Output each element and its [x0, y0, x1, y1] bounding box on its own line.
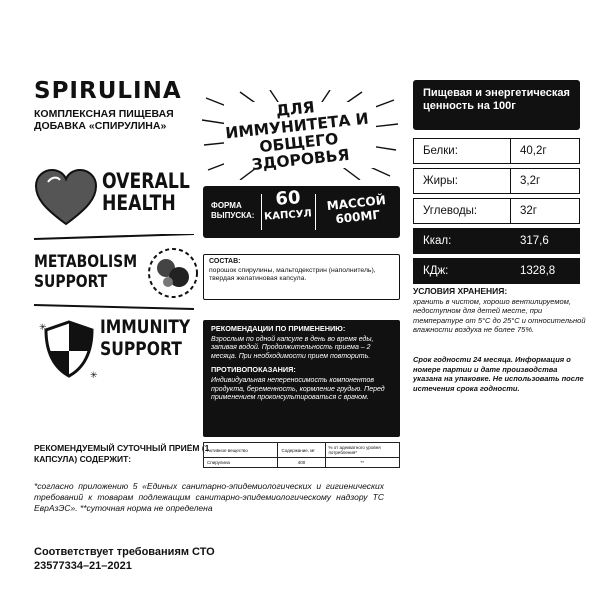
nutrition-label: КДж: [413, 258, 510, 284]
nutrition-value: 1328,8 [510, 258, 580, 284]
separator [315, 194, 316, 230]
storage-text: хранить в чистом, хорошо вентилируемом, недоступном для детей месте, при температуре от 5°С до 25°С и относительной влажности воздуха не более 75%. [413, 296, 586, 334]
table-header-cell: Содержание, мг [278, 443, 325, 458]
claim-immunity-text: IMMUNITY SUPPORT [100, 316, 191, 360]
nutrition-label: Углеводы: [413, 198, 510, 224]
claim-metabolism [34, 240, 199, 310]
table-cell: ** [325, 458, 400, 468]
claim-overall-health [34, 166, 199, 242]
table-cell: Спирулина [204, 458, 278, 468]
claim-health-text: OVERALL HEALTH [102, 169, 190, 215]
composition-title: СОСТАВ: [209, 258, 241, 265]
storage-conditions [413, 287, 588, 335]
table-row [413, 228, 580, 254]
nutrition-table [413, 134, 580, 288]
contraindications-title: ПРОТИВОПОКАЗАНИЯ: [211, 365, 296, 375]
svg-text:✳: ✳ [90, 370, 98, 380]
footnote: *согласно приложению 5 «Единых санитарно-эпидемиологических и гигиенических требований к товарам подлежащим санитарно-эпидемиологическому надзору ТС ЕврАзЭС». **суточная норма не определена [34, 481, 384, 513]
nutrition-label: Белки: [413, 138, 510, 164]
table-row [413, 198, 580, 224]
nutrition-label: Жиры: [413, 168, 510, 194]
recommendations-text: Взрослым по одной капсуле в день во время еды, запивая водой. Продолжительность приема – 2 месяца. При необходимости прием повторить. [211, 335, 374, 360]
capsule-count: 60 [274, 187, 302, 210]
table-row [204, 458, 400, 468]
shield-icon [38, 318, 100, 380]
composition-box [203, 254, 400, 300]
heart-icon [34, 168, 98, 228]
nutrition-value: 32г [510, 198, 580, 224]
recommendations-box [203, 320, 400, 437]
contraindications-text: Индивидуальная непереносимость компонентов продукта, беременность, кормление грудью. Перед применением проконсультироваться с врачом. [211, 376, 385, 402]
nutrition-value: 40,2г [510, 138, 580, 164]
release-form-label: ФОРМА ВЫПУСКА: [211, 201, 255, 220]
shelf-life: Срок годности 24 месяца. Информация о номере партии и дате производства указана на упаковке. Не использовать после истечения срока годности. [413, 355, 584, 393]
nutrition-value: 317,6 [510, 228, 580, 254]
daily-intake-title: РЕКОМЕНДУЕМЫЙ СУТОЧНЫЙ ПРИЁМ (1 КАПСУЛА) СОДЕРЖИТ: [34, 443, 210, 464]
standard-compliance: Соответствует требованиям СТО 23577334–21–2021 [34, 546, 215, 572]
composition-text: порошок спирулины, мальтодекстрин (наполнитель), твердая желатиновая капсула. [209, 266, 376, 282]
capsule-unit: КАПСУЛ [263, 208, 313, 223]
storage-title: УСЛОВИЯ ХРАНЕНИЯ: [413, 286, 508, 296]
claim-immunity [34, 310, 199, 390]
brand-title: SPIRULINA [34, 78, 182, 104]
daily-intake-table [203, 442, 400, 468]
table-header-cell: % от адекватного уровня потребления* [325, 443, 400, 458]
nutrition-title: Пищевая и энергетическая ценность на 100г [413, 80, 580, 130]
claim-metabolism-text: METABOLISM SUPPORT [34, 252, 138, 292]
recommendations-title: РЕКОМЕНДАЦИИ ПО ПРИМЕНЕНИЮ: [211, 324, 346, 333]
table-header-row [204, 443, 400, 458]
release-form-box [203, 186, 400, 238]
table-header-cell: Активное вещество [204, 443, 278, 458]
cells-icon [146, 246, 200, 300]
table-cell: 400 [278, 458, 325, 468]
table-row [413, 138, 580, 164]
table-row [413, 168, 580, 194]
capsule-mass: МАССОЙ 600МГ [326, 192, 387, 227]
table-row [413, 258, 580, 284]
svg-text:✳: ✳ [39, 322, 47, 332]
nutrition-label: Ккал: [413, 228, 510, 254]
product-subtitle: КОМПЛЕКСНАЯ ПИЩЕВАЯ ДОБАВКА «СПИРУЛИНА» [34, 108, 174, 132]
immunity-slogan: ДЛЯ ИММУНИТЕТА И ОБЩЕГО ЗДОРОВЬЯ [224, 98, 370, 174]
nutrition-value: 3,2г [510, 168, 580, 194]
